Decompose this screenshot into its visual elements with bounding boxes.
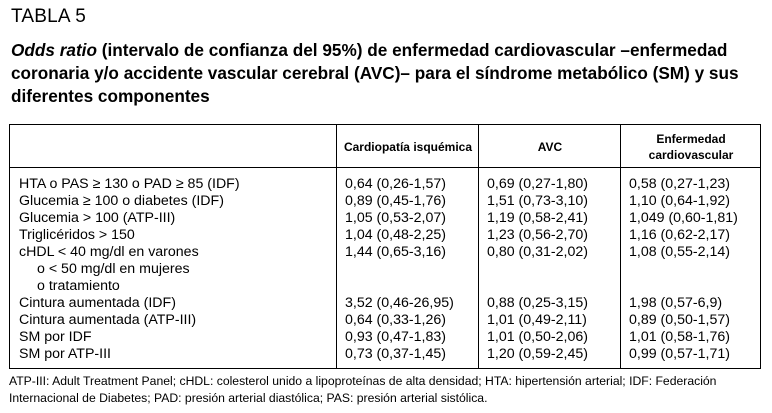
row-label: HTA o PAS ≥ 130 o PAD ≥ 85 (IDF) [19, 176, 240, 192]
column-divider [620, 125, 621, 368]
cell-avc: 1,19 (0,58-2,41) [487, 210, 588, 226]
cell-avc: 0,80 (0,31-2,02) [487, 244, 588, 260]
table-label: TABLA 5 [11, 6, 86, 27]
cell-avc: 1,01 (0,49-2,11) [487, 312, 587, 328]
cell-avc: 1,20 (0,59-2,45) [487, 346, 588, 362]
cell-enfermedad-cv: 1,98 (0,57-6,9) [629, 295, 723, 311]
cell-enfermedad-cv: 1,10 (0,64-1,92) [629, 193, 730, 209]
row-label: o tratamiento [37, 278, 120, 294]
row-label: SM por IDF [19, 329, 92, 345]
cell-avc: 1,51 (0,73-3,10) [487, 193, 588, 209]
column-divider [478, 125, 479, 368]
cell-enfermedad-cv: 1,16 (0,62-2,17) [629, 227, 730, 243]
header-col-enfermedad-cv: Enfermedad cardiovascular [648, 131, 734, 162]
row-label: Glucemia ≥ 100 o diabetes (IDF) [19, 193, 224, 209]
cell-avc: 1,23 (0,56-2,70) [487, 227, 588, 243]
row-label: Triglicéridos > 150 [19, 227, 135, 243]
caption-text: (intervalo de confianza del 95%) de enfermedad cardiovascular –enfermedad coronaria y/o accidente vascular cerebral (AVC)– para el síndrome metabólico (SM) y sus diferentes componentes [11, 40, 739, 106]
column-divider [336, 125, 337, 368]
cell-cardiopatia: 0,73 (0,37-1,45) [345, 346, 446, 362]
header-col-cardiopatia: Cardiopatía isquémica [343, 139, 473, 154]
row-label: o < 50 mg/dl en mujeres [37, 261, 190, 277]
cell-enfermedad-cv: 1,049 (0,60-1,81) [629, 210, 738, 226]
cell-avc: 1,01 (0,50-2,06) [487, 329, 588, 345]
cell-cardiopatia: 3,52 (0,46-26,95) [345, 295, 454, 311]
table-header [10, 125, 760, 168]
cell-cardiopatia: 0,64 (0,33-1,26) [345, 312, 446, 328]
row-label: SM por ATP-III [19, 346, 111, 362]
caption-italic: Odds ratio [11, 40, 97, 60]
table-footnote: ATP-III: Adult Treatment Panel; cHDL: colesterol unido a lipoproteínas de alta densidad; HTA: hipertensión arterial; IDF: Federación Internacional de Diabetes; PAD: presión arterial diastólica; PAS: presión arterial sistólica. [9, 374, 717, 405]
cell-enfermedad-cv: 0,99 (0,57-1,71) [629, 346, 730, 362]
row-label: Cintura aumentada (ATP-III) [19, 312, 197, 328]
cell-avc: 0,88 (0,25-3,15) [487, 295, 588, 311]
cell-cardiopatia: 1,05 (0,53-2,07) [345, 210, 446, 226]
cell-cardiopatia: 0,89 (0,45-1,76) [345, 193, 446, 209]
cell-avc: 0,69 (0,27-1,80) [487, 176, 588, 192]
cell-enfermedad-cv: 1,08 (0,55-2,14) [629, 244, 730, 260]
row-label: Glucemia > 100 (ATP-III) [19, 210, 176, 226]
data-table [9, 124, 761, 369]
cell-cardiopatia: 1,04 (0,48-2,25) [345, 227, 446, 243]
row-label: Cintura aumentada (IDF) [19, 295, 176, 311]
table-caption [11, 39, 761, 108]
cell-enfermedad-cv: 0,89 (0,50-1,57) [629, 312, 730, 328]
cell-cardiopatia: 0,64 (0,26-1,57) [345, 176, 446, 192]
cell-cardiopatia: 0,93 (0,47-1,83) [345, 329, 446, 345]
header-col-avc: AVC [537, 139, 563, 154]
cell-cardiopatia: 1,44 (0,65-3,16) [345, 244, 446, 260]
cell-enfermedad-cv: 0,58 (0,27-1,23) [629, 176, 730, 192]
cell-enfermedad-cv: 1,01 (0,58-1,76) [629, 329, 730, 345]
row-label: cHDL < 40 mg/dl en varones [19, 244, 199, 260]
